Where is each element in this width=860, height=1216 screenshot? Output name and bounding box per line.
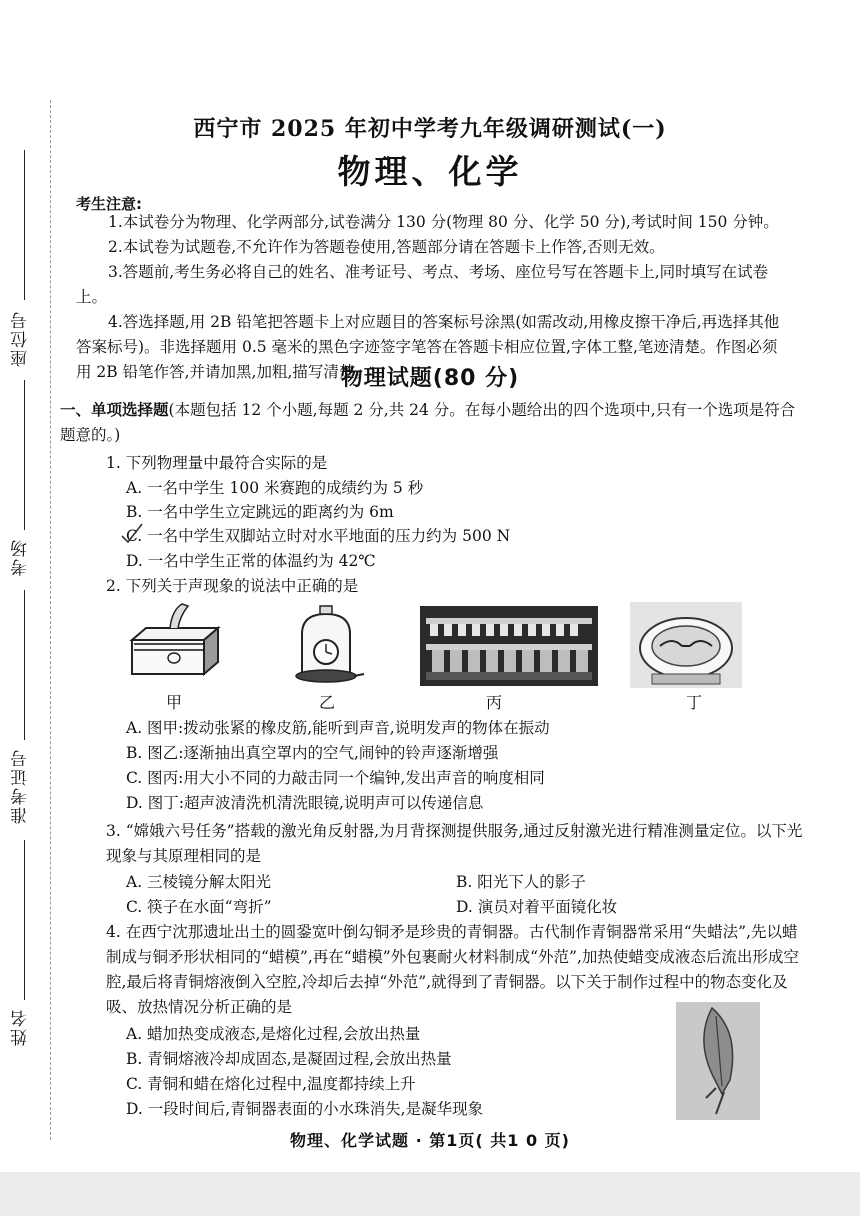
part-one-heading <box>60 398 800 448</box>
figure-jia-rubber-band-box <box>126 600 226 686</box>
notice-heading: 考生注意: <box>76 195 142 213</box>
figure-bing-chime-bells <box>420 606 598 686</box>
ticket-number-label: 准考证号 <box>11 748 31 824</box>
part-one-description: (本题包括 12 个小题,每题 2 分,共 24 分。在每小题给出的四个选项中,只有一个选项是符合题意的。) <box>60 401 796 444</box>
question-2-option-a: A. 图甲:拨动张紧的橡皮筋,能听到声音,说明发声的物体在振动 <box>126 719 550 737</box>
question-3-stem: 3. “嫦娥六号任务”搭载的激光角反射器,为月背探测提供服务,通过反射激光进行精准测量定位。以下光现象与其原理相同的是 <box>106 822 803 865</box>
figure-jia-label: 甲 <box>166 693 183 712</box>
question-1-option-a: A. 一名中学生 100 米赛跑的成绩约为 5 秒 <box>126 479 424 497</box>
exam-title: 西宁市 2025 年初中学考九年级调研测试(一) <box>193 116 667 142</box>
ticket-number-line <box>24 590 25 740</box>
physics-section-title: 物理试题(80 分) <box>340 366 520 391</box>
question-1-option-d: D. 一名中学生正常的体温约为 42℃ <box>126 552 376 570</box>
question-2-option-c: C. 图丙:用大小不同的力敲击同一个编钟,发出声音的响度相同 <box>126 769 545 787</box>
question-4-option-a: A. 蜡加热变成液态,是熔化过程,会放出热量 <box>126 1025 421 1043</box>
question-3-option-d: D. 演员对着平面镜化妆 <box>456 898 618 916</box>
question-1-option-b: B. 一名中学生立定跳远的距离约为 6m <box>126 503 394 521</box>
exam-room-label: 考场 <box>11 538 31 576</box>
question-2-option-d: D. 图丁:超声波清洗机清洗眼镜,说明声可以传递信息 <box>126 794 484 812</box>
question-3-option-c: C. 筷子在水面“弯折” <box>126 898 272 916</box>
subject-title: 物理、化学 <box>337 152 523 191</box>
question-4-option-b: B. 青铜熔液冷却成固态,是凝固过程,会放出热量 <box>126 1050 452 1068</box>
figure-bronze-spear <box>676 1002 760 1120</box>
binding-dashed-line <box>50 100 51 1140</box>
figure-ding-label: 丁 <box>686 693 703 712</box>
page-footer: 物理、化学试题 · 第1页( 共1 0 页) <box>290 1131 570 1150</box>
pen-mark-icon <box>118 522 146 546</box>
question-1-option-c: C. 一名中学生双脚站立时对水平地面的压力约为 500 N <box>126 527 511 545</box>
exam-room-line <box>24 380 25 530</box>
notice-item: 4.答选择题,用 2B 铅笔把答题卡上对应题目的答案标号涂黑(如需改动,用橡皮擦干净后,再选择其他答案标号)。非选择题用 0.5 毫米的黑色字迹签字笔答在答题卡相应位置,字体工整,笔迹清楚。作图必须用 2B 铅笔作答,并请加黑,加粗,描写清楚。 <box>76 313 780 381</box>
question-2-stem: 2. 下列关于声现象的说法中正确的是 <box>106 577 359 595</box>
name-label: 姓名 <box>11 1008 31 1046</box>
question-3-option-a: A. 三棱镜分解太阳光 <box>126 873 272 891</box>
figure-yi-label: 乙 <box>319 693 336 712</box>
part-one-label: 一、单项选择题 <box>60 401 169 419</box>
question-4-option-d: D. 一段时间后,青铜器表面的小水珠消失,是凝华现象 <box>126 1100 484 1118</box>
notice-item: 1.本试卷分为物理、化学两部分,试卷满分 130 分(物理 80 分、化学 50 分),考试时间 150 分钟。 <box>108 213 779 231</box>
notice-item: 2.本试卷为试题卷,不允许作为答题卷使用,答题部分请在答题卡上作答,否则无效。 <box>108 238 665 256</box>
figure-yi-bell-jar-clock <box>286 604 366 686</box>
question-4-option-c: C. 青铜和蜡在熔化过程中,温度都持续上升 <box>126 1075 416 1093</box>
question-1-stem: 1. 下列物理量中最符合实际的是 <box>106 454 328 472</box>
name-line <box>24 840 25 1000</box>
notice-list <box>76 210 786 385</box>
question-4-stem: 4. 在西宁沈那遗址出土的圆銎宽叶倒勾铜矛是珍贵的青铜器。古代制作青铜器常采用“失蜡法”,先以蜡制成与铜矛形状相同的“蜡模”,再在“蜡模”外包裹耐火材料制成“外范”,加热使蜡变成液态后流出形成空腔,最后将青铜熔液倒入空腔,冷却后去掉“外范”,就得到了青铜器。以下关于制作过程中的物态变化及吸、放热情况分析正确的是 <box>106 923 799 1016</box>
notice-item: 3.答题前,考生务必将自己的姓名、准考证号、考点、考场、座位号写在答题卡上,同时填写在试卷上。 <box>76 263 769 306</box>
figure-ding-ultrasonic-cleaner <box>630 602 742 688</box>
bottom-margin <box>0 1172 860 1216</box>
question-3-option-b: B. 阳光下人的影子 <box>456 873 586 891</box>
figure-bing-label: 丙 <box>486 693 503 712</box>
seat-number-label: 座位号 <box>11 310 31 367</box>
question-2-option-b: B. 图乙:逐渐抽出真空罩内的空气,闹钟的铃声逐渐增强 <box>126 744 499 762</box>
